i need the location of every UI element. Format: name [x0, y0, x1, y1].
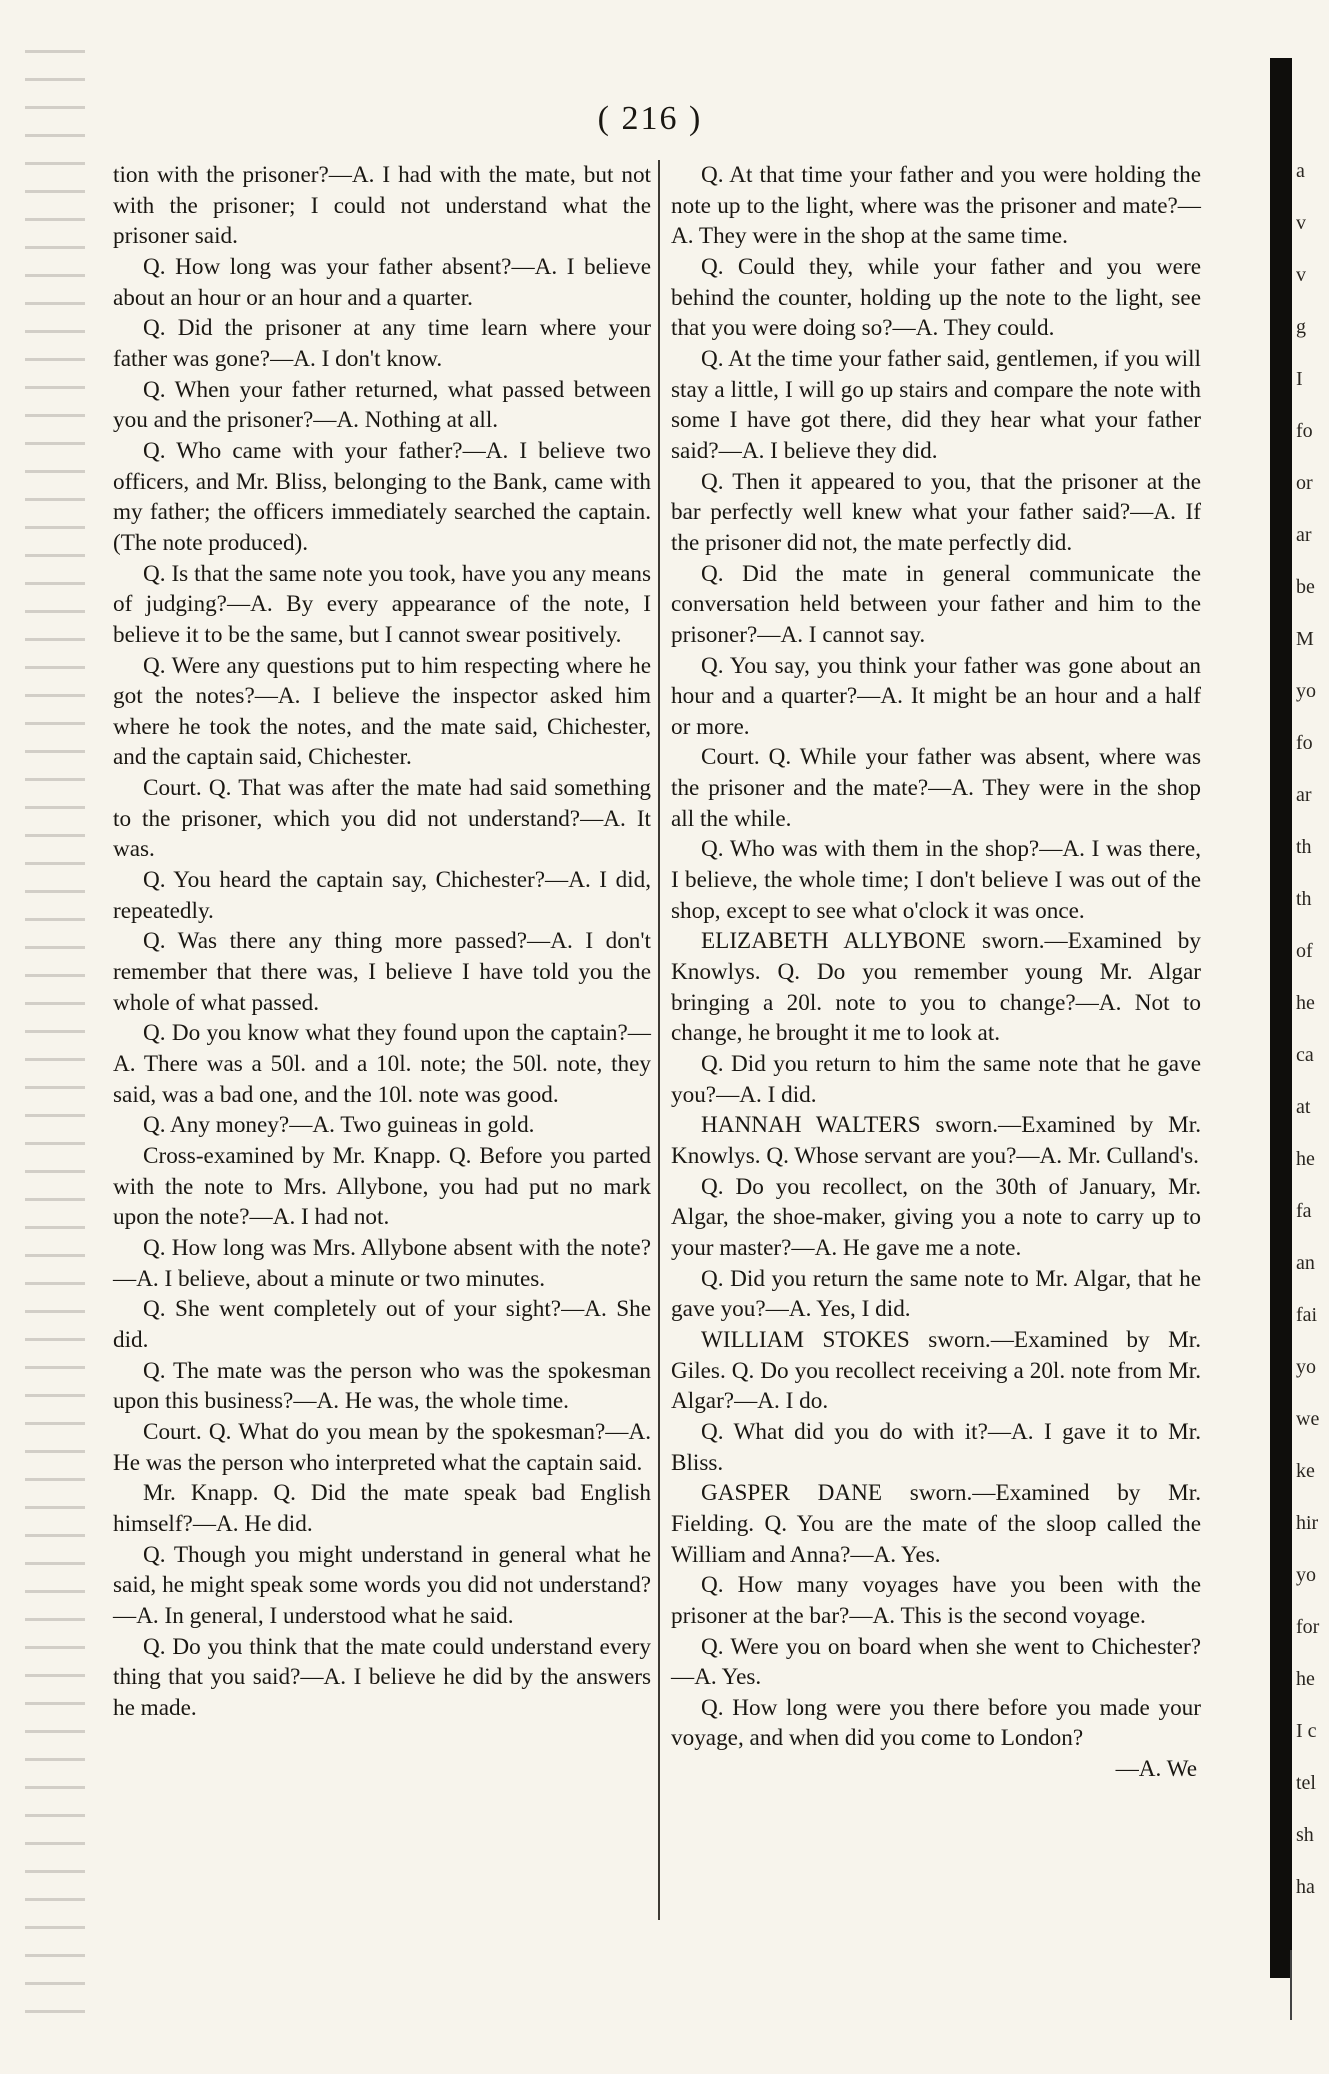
paragraph: Q. Do you recollect, on the 30th of January, Mr. Algar, the shoe-maker, giving you a note to carry up to your master?—A. He gave me a note.: [671, 1173, 1201, 1261]
margin-fragment: I c: [1296, 1720, 1317, 1742]
paragraph: Q. Were you on board when she went to Chichester?—A. Yes.: [671, 1633, 1201, 1691]
paragraph: Q. Any money?—A. Two guineas in gold.: [143, 1112, 535, 1139]
paragraph: Q. How long was your father absent?—A. I believe about an hour or an hour and a quarter.: [113, 253, 651, 311]
paragraph: Cross-examined by Mr. Knapp. Q. Before you parted with the note to Mrs. Allybone, you had put no mark upon the note?—A. I had not.: [113, 1143, 651, 1231]
binding-mark: [1290, 1950, 1292, 2020]
margin-fragment: v: [1296, 212, 1306, 234]
paragraph: Q. Though you might understand in general what he said, he might speak some words you did not understand?—A. In general, I understood what he said.: [113, 1541, 651, 1629]
page-number: ( 216 ): [597, 100, 703, 137]
margin-fragment: M: [1296, 628, 1314, 650]
margin-fragment: yo: [1296, 1564, 1316, 1586]
paragraph: Q. Were any questions put to him respecting where he got the notes?—A. I believe the inspector asked him where he took the notes, and the mate said, Chichester, and the captain said, Chichester.: [113, 652, 651, 771]
margin-fragment: fa: [1296, 1200, 1312, 1222]
paragraph: Q. Do you know what they found upon the captain?—A. There was a 50l. and a 10l. note; the 50l. note, they said, was a bad one, and the 10l. note was good.: [113, 1020, 651, 1108]
margin-fragment: he: [1296, 1668, 1315, 1690]
margin-fragment: of: [1296, 940, 1313, 962]
paragraph: Court. Q. That was after the mate had said something to the prisoner, which you did not understand?—A. It was.: [113, 775, 651, 863]
paragraph: Q. Did you return to him the same note that he gave you?—A. I did.: [671, 1051, 1201, 1108]
left-column: [113, 160, 651, 1723]
margin-fragment: for: [1296, 1616, 1320, 1638]
margin-fragment: ha: [1296, 1876, 1315, 1898]
paragraph: Q. The mate was the person who was the spokesman upon this business?—A. He was, the whole time.: [113, 1357, 651, 1415]
paragraph: Mr. Knapp. Q. Did the mate speak bad English himself?—A. He did.: [113, 1480, 651, 1537]
paragraph: ELIZABETH ALLYBONE sworn.—Examined by Knowlys. Q. Do you remember young Mr. Algar bringing a 20l. note to you to change?—A. Not to change, he brought it me to look at.: [671, 928, 1201, 1047]
paragraph: Q. Was there any thing more passed?—A. I don't remember that there was, I believe I have told you the whole of what passed.: [113, 928, 651, 1016]
margin-fragment: at: [1296, 1096, 1311, 1118]
paragraph: Q. What did you do with it?—A. I gave it to Mr. Bliss.: [671, 1418, 1201, 1476]
paragraph: Q. Do you think that the mate could understand every thing that you said?—A. I believe he did by the answers he made.: [113, 1633, 651, 1721]
paragraph: Q. At the time your father said, gentlemen, if you will stay a little, I will go up stairs and compare the note with some I have got there, did they hear what your father said?—A. I believe they did.: [671, 345, 1201, 464]
paragraph: Q. Could they, while your father and you were behind the counter, holding up the note to the light, see that you were doing so?—A. They could.: [671, 253, 1201, 342]
margin-fragment: fo: [1296, 420, 1313, 442]
margin-fragment: yo: [1296, 1356, 1316, 1378]
margin-fragment: I: [1296, 368, 1303, 390]
paragraph: Q. Is that the same note you took, have you any means of judging?—A. By every appearance of the note, I believe it to be the same, but I cannot swear positively.: [113, 560, 651, 648]
margin-fragment: he: [1296, 1148, 1315, 1170]
paragraph: Court. Q. While your father was absent, where was the prisoner and the mate?—A. They were in the shop all the while.: [671, 744, 1201, 832]
margin-fragment: v: [1296, 264, 1306, 286]
facing-page-fragments: [1296, 160, 1328, 1960]
paragraph: Q. When your father returned, what passed between you and the prisoner?—A. Nothing at all.: [113, 376, 651, 434]
margin-fragment: fai: [1296, 1304, 1318, 1326]
margin-fragment: fo: [1296, 732, 1313, 754]
margin-fragment: or: [1296, 472, 1313, 494]
margin-fragment: he: [1296, 992, 1315, 1014]
margin-fragment: ar: [1296, 784, 1312, 806]
paragraph: Q. Did the mate in general communicate the conversation held between your father and him to the prisoner?—A. I cannot say.: [671, 560, 1201, 648]
margin-fragment: tel: [1296, 1772, 1316, 1794]
margin-fragment: be: [1296, 576, 1315, 598]
paragraph: Q. Who came with your father?—A. I believe two officers, and Mr. Bliss, belonging to the Bank, came with my father; the officers immediately searched the captain. (The note produced).: [113, 437, 651, 556]
paragraph: Q. How many voyages have you been with the prisoner at the bar?—A. This is the second voyage.: [671, 1572, 1201, 1629]
margin-fragment: th: [1296, 836, 1312, 858]
paragraph: WILLIAM STOKES sworn.—Examined by Mr. Giles. Q. Do you recollect receiving a 20l. note from Mr. Algar?—A. I do.: [671, 1326, 1201, 1415]
paragraph: Q. You say, you think your father was gone about an hour and a quarter?—A. It might be an hour and a half or more.: [671, 652, 1201, 740]
margin-fragment: ke: [1296, 1460, 1315, 1482]
paragraph: Q. At that time your father and you were holding the note up to the light, where was the prisoner and mate?—A. They were in the shop at the same time.: [671, 162, 1201, 250]
paragraph: Q. She went completely out of your sight?—A. She did.: [113, 1296, 651, 1353]
margin-fragment: ar: [1296, 524, 1312, 546]
margin-fragment: g: [1296, 316, 1306, 338]
column-divider: [658, 160, 660, 1920]
paragraph: GASPER DANE sworn.—Examined by Mr. Fielding. Q. You are the mate of the sloop called the William and Anna?—A. Yes.: [671, 1480, 1201, 1568]
paragraph: Q. Did you return the same note to Mr. Algar, that he gave you?—A. Yes, I did.: [671, 1265, 1201, 1323]
margin-fragment: sh: [1296, 1824, 1314, 1846]
paragraph: Q. Then it appeared to you, that the prisoner at the bar perfectly well knew what your father said?—A. If the prisoner did not, the mate perfectly did.: [671, 468, 1201, 556]
margin-fragment: we: [1296, 1408, 1320, 1430]
margin-fragment: ca: [1296, 1044, 1314, 1066]
paragraph: Q. You heard the captain say, Chichester?—A. I did, repeatedly.: [113, 867, 651, 924]
paragraph: Q. Did the prisoner at any time learn where your father was gone?—A. I don't know.: [113, 315, 651, 372]
paragraph: Q. Who was with them in the shop?—A. I was there, I believe, the whole time; I don't believe I was out of the shop, except to see what o'clock it was once.: [671, 836, 1201, 924]
paragraph: Q. How long were you there before you made your voyage, and when did you come to London?: [671, 1694, 1201, 1752]
paragraph: Court. Q. What do you mean by the spokesman?—A. He was the person who interpreted what the captain said.: [113, 1418, 651, 1476]
paragraph: tion with the prisoner?—A. I had with the mate, but not with the prisoner; I could not understand what the prisoner said.: [113, 162, 651, 250]
paragraph: —A. We: [1115, 1756, 1197, 1783]
margin-fragment: hir: [1296, 1512, 1319, 1534]
scan-left-edge: [25, 50, 85, 2030]
facing-page-edge: [1270, 58, 1292, 1978]
margin-fragment: a: [1296, 160, 1305, 182]
margin-fragment: th: [1296, 888, 1312, 910]
paragraph: HANNAH WALTERS sworn.—Examined by Mr. Knowlys. Q. Whose servant are you?—A. Mr. Culland's.: [671, 1112, 1201, 1169]
paragraph: Q. How long was Mrs. Allybone absent with the note?—A. I believe, about a minute or two minutes.: [113, 1234, 651, 1292]
right-column: [671, 160, 1201, 1785]
margin-fragment: yo: [1296, 680, 1316, 702]
margin-fragment: an: [1296, 1252, 1315, 1274]
